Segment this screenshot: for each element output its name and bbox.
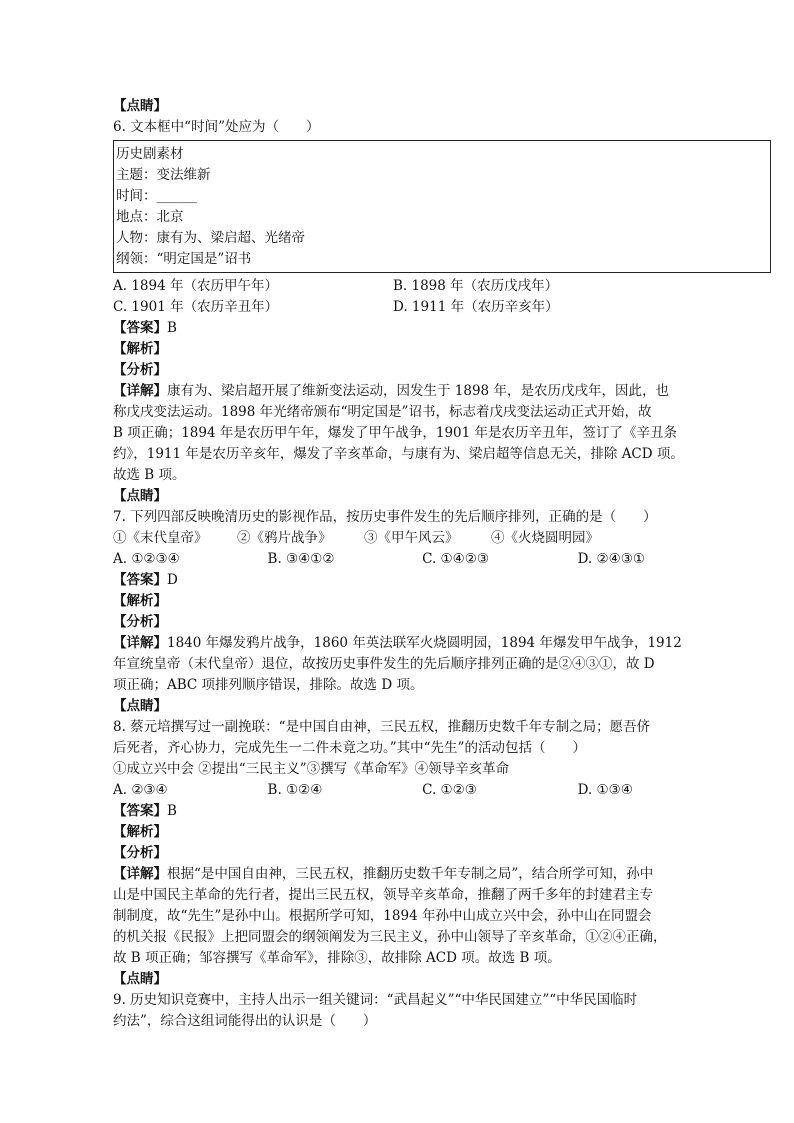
dianjing-label: 【点睛】 [113, 98, 167, 114]
q8-detail-line: 的机关报《民报》上把同盟会的纲领阐发为三民主义，孙中山领导了辛亥革命，①②④正确， [113, 929, 667, 945]
q6-material-box [113, 140, 771, 273]
q8-option-c: C. ①②③ [422, 782, 477, 798]
q6-detail-line: 康有为、梁启超开展了维新变法运动，因发生于 1898 年，是农历戊戌年，因此，也 [167, 383, 669, 399]
dianjing-label: 【点睛】 [113, 488, 167, 504]
q9-stem-line: 9. 历史知识竞赛中，主持人出示一组关键词：“武昌起义”“中华民国建立”“中华民国临时 [113, 992, 638, 1008]
xiangjie-label: 【详解】 [113, 383, 167, 399]
q8-answer: B [167, 803, 177, 819]
q8-detail-line: 制制度，故“先生”是孙中山。根据所学可知，1894 年孙中山成立兴中会，孙中山在同盟会 [113, 908, 652, 924]
answer-label: 【答案】 [113, 320, 167, 336]
q7-item: ③《甲午风云》 [364, 530, 459, 546]
jiexi-label: 【解析】 [113, 593, 167, 609]
q7-option-a: A. ①②③④ [113, 551, 180, 567]
q6-options-row [113, 297, 673, 318]
q8-items: ①成立兴中会 ②提出“三民主义”③撰写《革命军》④领导辛亥革命 [113, 761, 510, 777]
q8-detail-line: 故 B 项正确；邹容撰写《革命军》，排除③，故排除 ACD 项。故选 B 项。 [113, 950, 561, 966]
q6-option-d: D. 1911 年（农历辛亥年） [393, 299, 559, 315]
q6-detail-line: 约》，1911 年是农历辛亥年，爆发了辛亥革命，与康有为、梁启超等信息无关，排除 ACD 项。 [113, 446, 684, 462]
q6-options-row [113, 276, 673, 297]
q8-stem-line: 8. 蔡元培撰写过一副挽联：“是中国自由神，三民五权，推翻历史数千年专制之局；愿吾侪 [113, 719, 651, 735]
q6-stem: 6. 文本框中“时间”处应为（ ） [113, 119, 320, 135]
q7-answer: D [167, 572, 178, 588]
q6-detail-line: 故选 B 项。 [113, 467, 186, 483]
q6-option-b: B. 1898 年（农历戊戌年） [393, 278, 559, 294]
answer-label: 【答案】 [113, 803, 167, 819]
answer-label: 【答案】 [113, 572, 167, 588]
q7-options-row [113, 549, 673, 570]
q7-detail-line: 1840 年爆发鸦片战争，1860 年英法联军火烧圆明园，1894 年爆发甲午战争，1912 [167, 635, 682, 651]
q6-box-line: 时间：______ [116, 188, 197, 204]
q6-detail-line: B 项正确；1894 年是农历甲午年，爆发了甲午战争，1901 年是农历辛丑年，签订了《辛丑条 [113, 425, 678, 441]
q7-item: ④《火烧圆明园》 [491, 530, 599, 546]
q8-options-row [113, 780, 673, 801]
q7-items-row [113, 528, 673, 549]
q7-detail [113, 633, 682, 696]
q8-detail-line: 山是中国民主革命的先行者，提出三民五权，领导辛亥革命，推翻了两千多年的封建君主专 [113, 887, 653, 903]
fenxi-label: 【分析】 [113, 845, 167, 861]
q6-box-line: 主题：变法维新 [116, 167, 211, 183]
q7-item: ①《末代皇帝》 [113, 530, 208, 546]
xiangjie-label: 【详解】 [113, 635, 167, 651]
q8-option-a: A. ②③④ [113, 782, 168, 798]
exam-page [113, 96, 684, 1032]
dianjing-label: 【点睛】 [113, 971, 167, 987]
q8-stem-line: 后死者，齐心协力，完成先生一二件未竟之功。”其中“先生”的活动包括（ ） [113, 740, 586, 756]
q8-detail [113, 864, 678, 969]
jiexi-label: 【解析】 [113, 341, 167, 357]
q6-answer: B [167, 320, 177, 336]
fenxi-label: 【分析】 [113, 614, 167, 630]
q8-option-d: D. ①③④ [577, 782, 633, 798]
q6-box-line: 历史剧素材 [116, 146, 184, 162]
q6-option-c: C. 1901 年（农历辛丑年） [113, 299, 279, 315]
q6-box-line: 人物：康有为、梁启超、光绪帝 [116, 230, 305, 246]
q7-option-b: B. ③④①② [267, 551, 335, 567]
q9-stem-line: 约法”，综合这组词能得出的认识是（ ） [113, 1013, 377, 1029]
q7-option-d: D. ②④③① [577, 551, 645, 567]
q7-stem: 7. 下列四部反映晚清历史的影视作品，按历史事件发生的先后顺序排列，正确的是（ ） [113, 509, 657, 525]
q6-option-a: A. 1894 年（农历甲午年） [113, 278, 278, 294]
q8-detail-line: 根据“是中国自由神，三民五权，推翻历史数千年专制之局”，结合所学可知，孙中 [167, 866, 654, 882]
dianjing-label: 【点睛】 [113, 698, 167, 714]
q7-detail-line: 项正确；ABC 项排列顺序错误，排除。故选 D 项。 [113, 677, 424, 693]
q6-box-line: 地点：北京 [116, 209, 184, 225]
q6-box-line: 纲领：“明定国是”诏书 [116, 251, 252, 267]
q7-item: ②《鸦片战争》 [237, 530, 332, 546]
xiangjie-label: 【详解】 [113, 866, 167, 882]
q6-detail [113, 381, 684, 486]
q6-detail-line: 称戊戌变法运动。1898 年光绪帝颁布“明定国是”诏书，标志着戊戌变法运动正式开始，故 [113, 404, 652, 420]
q7-option-c: C. ①④②③ [422, 551, 489, 567]
q8-option-b: B. ①②④ [267, 782, 323, 798]
q7-detail-line: 年宣统皇帝（末代皇帝）退位，故按历史事件发生的先后顺序排列正确的是②④③①，故 D [113, 656, 655, 672]
jiexi-label: 【解析】 [113, 824, 167, 840]
fenxi-label: 【分析】 [113, 362, 167, 378]
